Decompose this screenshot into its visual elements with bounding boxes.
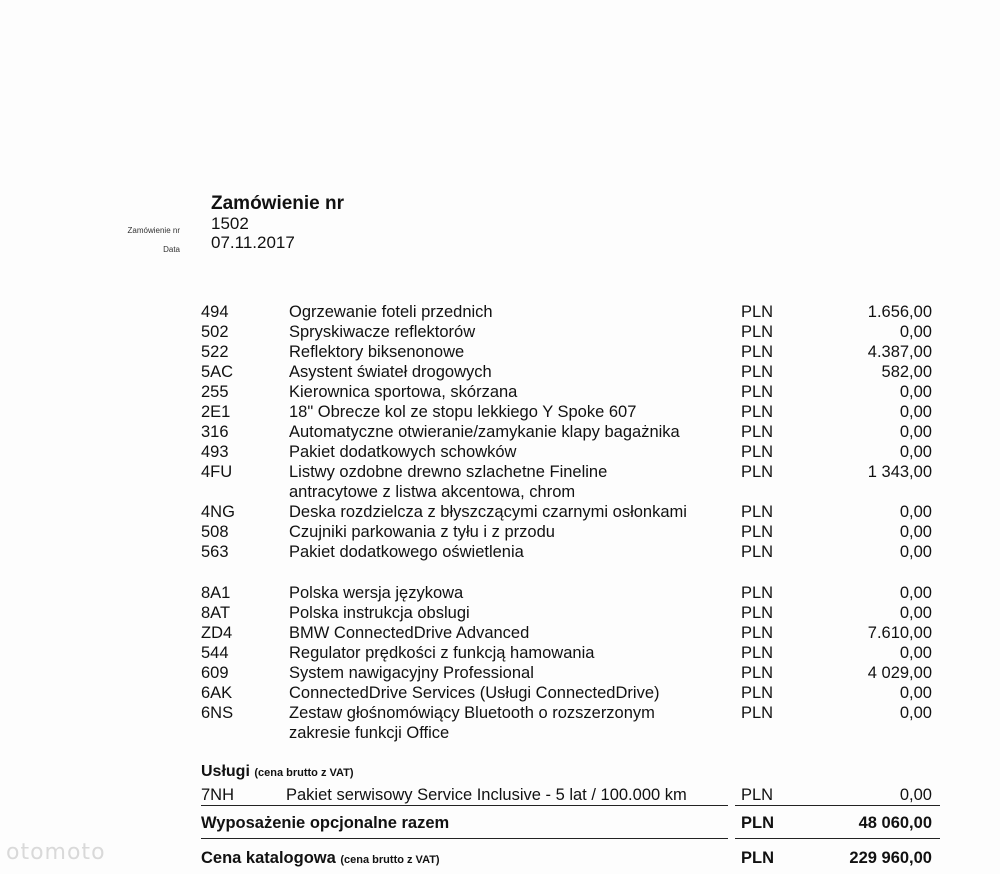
date-value: 07.11.2017 (211, 233, 295, 252)
divider (735, 838, 940, 839)
item-currency: PLN (741, 523, 774, 541)
item-price: 0,00 (899, 443, 932, 461)
item-price: 1.656,00 (867, 303, 932, 321)
item-description (289, 703, 729, 743)
item-description: Pakiet dodatkowych schowków (289, 443, 517, 461)
list-item (0, 703, 1000, 743)
service-price: 0,00 (899, 786, 932, 804)
item-price: 0,00 (899, 523, 932, 541)
list-item (0, 442, 1000, 462)
item-price: 7.610,00 (867, 624, 932, 642)
item-description (289, 462, 729, 502)
catalog-price-note: (cena brutto z VAT) (340, 854, 440, 866)
item-description: Spryskiwacze reflektorów (289, 323, 476, 341)
item-price: 0,00 (899, 543, 932, 561)
item-description: Polska instrukcja obslugi (289, 604, 470, 622)
item-currency: PLN (741, 363, 774, 381)
list-item (0, 663, 1000, 683)
item-code: 8A1 (201, 584, 231, 602)
item-currency: PLN (741, 463, 774, 481)
item-description: BMW ConnectedDrive Advanced (289, 624, 530, 642)
item-price: 0,00 (899, 604, 932, 622)
item-currency: PLN (741, 403, 774, 421)
list-item (0, 462, 1000, 502)
divider (201, 805, 728, 806)
item-currency: PLN (741, 323, 774, 341)
item-price: 0,00 (899, 644, 932, 662)
item-description-line1: Listwy ozdobne drewno szlachetne Fineline (289, 463, 608, 481)
service-description: Pakiet serwisowy Service Inclusive - 5 lat / 100.000 km (286, 786, 687, 804)
item-description: Polska wersja językowa (289, 584, 464, 602)
service-currency: PLN (741, 786, 774, 804)
item-code: 494 (201, 303, 229, 321)
item-code: 4NG (201, 503, 235, 521)
item-price: 0,00 (899, 704, 932, 722)
date-label: Data (163, 245, 180, 254)
list-item (0, 583, 1000, 603)
item-code: 316 (201, 423, 229, 441)
options-list (0, 302, 1000, 743)
page-title: Zamówienie nr (211, 193, 345, 214)
item-currency: PLN (741, 664, 774, 682)
list-item (0, 402, 1000, 422)
item-currency: PLN (741, 604, 774, 622)
item-description-line1: Zestaw głośnomówiący Bluetooth o rozszerzonym (289, 704, 655, 722)
list-item (0, 382, 1000, 402)
list-item (0, 302, 1000, 322)
item-description-line2: antracytowe z listwa akcentowa, chrom (289, 483, 576, 501)
options-total-row (0, 810, 1000, 836)
item-currency: PLN (741, 343, 774, 361)
item-price: 0,00 (899, 403, 932, 421)
list-item (0, 362, 1000, 382)
list-item (0, 683, 1000, 703)
item-description: Reflektory biksenonowe (289, 343, 465, 361)
item-description: Automatyczne otwieranie/zamykanie klapy bagażnika (289, 423, 680, 441)
list-item (0, 322, 1000, 342)
item-code: 5AC (201, 363, 234, 381)
service-code: 7NH (201, 786, 235, 804)
item-code: 4FU (201, 463, 233, 481)
list-item (0, 603, 1000, 623)
catalog-price-currency: PLN (741, 849, 774, 867)
item-code: 609 (201, 664, 229, 682)
list-item (0, 522, 1000, 542)
item-code: 508 (201, 523, 229, 541)
item-description: Deska rozdzielcza z błyszczącymi czarnymi osłonkami (289, 503, 687, 521)
catalog-price-value: 229 960,00 (849, 849, 932, 867)
divider (201, 838, 728, 839)
services-note: (cena brutto z VAT) (254, 767, 354, 779)
item-description: Pakiet dodatkowego oświetlenia (289, 543, 524, 561)
catalog-price-title: Cena katalogowa (201, 849, 336, 867)
item-currency: PLN (741, 383, 774, 401)
item-price: 582,00 (881, 363, 932, 381)
item-description: Asystent świateł drogowych (289, 363, 492, 381)
item-currency: PLN (741, 624, 774, 642)
item-description: Kierownica sportowa, skórzana (289, 383, 518, 401)
item-code: 522 (201, 343, 229, 361)
item-price: 0,00 (899, 584, 932, 602)
item-description: Ogrzewanie foteli przednich (289, 303, 493, 321)
list-item (0, 422, 1000, 442)
order-number-value: 1502 (211, 214, 249, 233)
item-price: 4.387,00 (867, 343, 932, 361)
item-description: ConnectedDrive Services (Usługi ConnectedDrive) (289, 684, 660, 702)
item-currency: PLN (741, 543, 774, 561)
order-number-label: Zamówienie nr (127, 226, 180, 235)
item-code: 6NS (201, 704, 234, 722)
list-item (0, 342, 1000, 362)
item-currency: PLN (741, 423, 774, 441)
options-total-label: Wyposażenie opcjonalne razem (201, 814, 450, 832)
item-code: 493 (201, 443, 229, 461)
options-total-currency: PLN (741, 814, 774, 832)
divider (735, 805, 940, 806)
item-code: 563 (201, 543, 229, 561)
item-code: 8AT (201, 604, 231, 622)
item-currency: PLN (741, 443, 774, 461)
item-code: 2E1 (201, 403, 231, 421)
item-price: 0,00 (899, 503, 932, 521)
item-currency: PLN (741, 644, 774, 662)
item-currency: PLN (741, 303, 774, 321)
item-currency: PLN (741, 584, 774, 602)
list-item (0, 542, 1000, 562)
list-item (0, 502, 1000, 522)
item-code: 502 (201, 323, 229, 341)
item-price: 1 343,00 (867, 463, 932, 481)
item-code: 255 (201, 383, 229, 401)
item-price: 0,00 (899, 383, 932, 401)
item-code: 6AK (201, 684, 233, 702)
service-row (0, 784, 1000, 806)
item-price: 0,00 (899, 684, 932, 702)
services-header (201, 763, 354, 781)
options-total-price: 48 060,00 (858, 814, 932, 832)
item-price: 4 029,00 (867, 664, 932, 682)
catalog-price-label (201, 845, 440, 873)
watermark: otomoto (6, 840, 106, 865)
item-price: 0,00 (899, 323, 932, 341)
list-item (0, 623, 1000, 643)
item-code: 544 (201, 644, 229, 662)
item-currency: PLN (741, 503, 774, 521)
item-description: 18" Obrecze kol ze stopu lekkiego Y Spoke 607 (289, 403, 637, 421)
item-description: System nawigacyjny Professional (289, 664, 534, 682)
item-description: Czujniki parkowania z tyłu i z przodu (289, 523, 555, 541)
item-description-line2: zakresie funkcji Office (289, 724, 450, 742)
item-currency: PLN (741, 704, 774, 722)
catalog-price-row (0, 845, 1000, 871)
services-title: Usługi (201, 763, 250, 780)
item-code: ZD4 (201, 624, 233, 642)
item-currency: PLN (741, 684, 774, 702)
list-item (0, 643, 1000, 663)
item-price: 0,00 (899, 423, 932, 441)
item-description: Regulator prędkości z funkcją hamowania (289, 644, 595, 662)
